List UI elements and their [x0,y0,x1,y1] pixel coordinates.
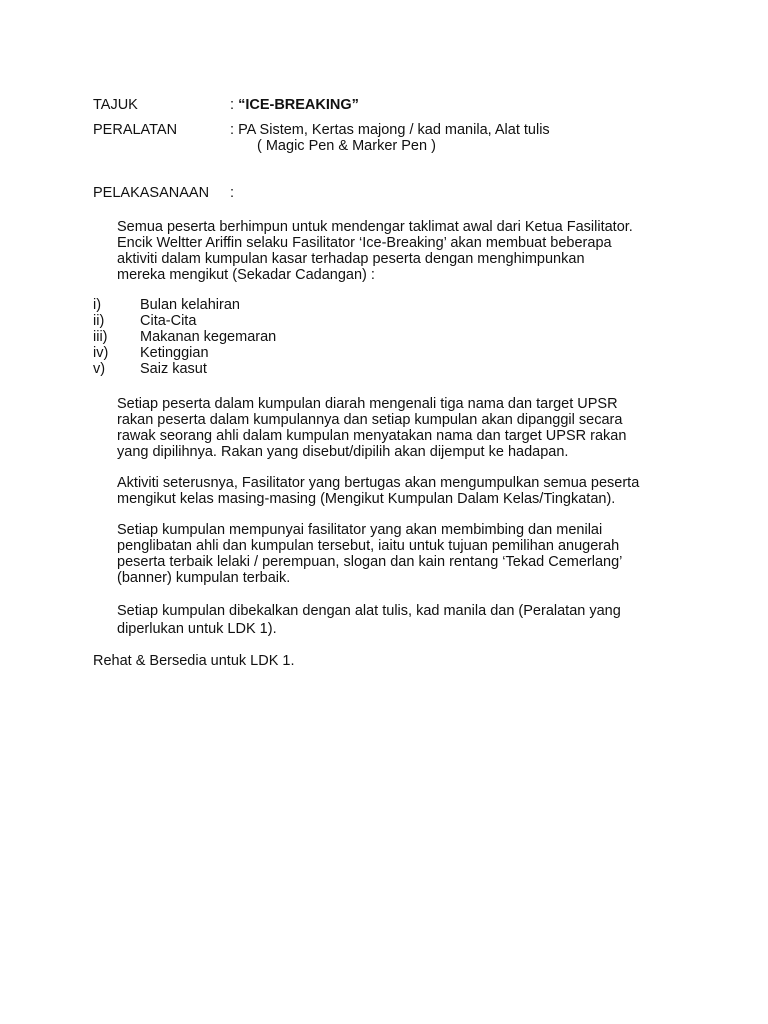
pelaksanaan-row [93,185,234,201]
paragraph-line: diperlukan untuk LDK 1). [117,621,277,637]
peralatan-value: PA Sistem, Kertas majong / kad manila, Alat tulis [238,122,550,138]
paragraph-4 [117,602,677,638]
paragraph-2 [117,475,677,507]
tajuk-value: “ICE-BREAKING” [238,97,359,113]
paragraph-line: (banner) kumpulan terbaik. [117,570,291,586]
paragraph-line: mengikut kelas masing-masing (Mengikut Kumpulan Dalam Kelas/Tingkatan). [117,491,616,507]
list-item-text: Ketinggian [140,345,209,361]
peralatan-label: PERALATAN [93,122,178,138]
list-item-text: Makanan kegemaran [140,329,277,345]
paragraph-line: Setiap peserta dalam kumpulan diarah mengenali tiga nama dan target UPSR [117,396,618,412]
peralatan-separator: : [230,122,235,138]
paragraph-1 [117,396,677,460]
paragraph-line: Aktiviti seterusnya, Fasilitator yang bertugas akan mengumpulkan semua peserta [117,475,640,491]
list-item [93,297,240,313]
paragraph-line: rakan peserta dalam kumpulannya dan setiap kumpulan akan dipanggil secara [117,412,623,428]
list-item [93,361,207,377]
tajuk-row [93,97,359,113]
list-item-text: Bulan kelahiran [140,297,240,313]
intro-line: Encik Weltter Ariffin selaku Fasilitator ‘Ice-Breaking’ akan membuat beberapa [117,235,612,251]
paragraph-line: peserta terbaik lelaki / perempuan, slogan dan kain rentang ‘Tekad Cemerlang’ [117,554,623,570]
paragraph-line: rawak seorang ahli dalam kumpulan menyatakan nama dan target UPSR rakan [117,428,627,444]
list-item [93,329,276,345]
paragraph-line: Setiap kumpulan mempunyai fasilitator yang akan membimbing dan menilai [117,522,603,538]
list-item-number: ii) [93,313,105,329]
closing-line: Rehat & Bersedia untuk LDK 1. [93,653,295,669]
tajuk-separator: : [230,97,235,113]
paragraph-line: Setiap kumpulan dibekalkan dengan alat tulis, kad manila dan (Peralatan yang [117,603,621,619]
peralatan-row [93,122,550,138]
intro-line: mereka mengikut (Sekadar Cadangan) : [117,267,375,283]
list-item [93,345,209,361]
intro-line: Semua peserta berhimpun untuk mendengar taklimat awal dari Ketua Fasilitator. [117,219,633,235]
list-item-number: iv) [93,345,109,361]
paragraph-line: penglibatan ahli dan kumpulan tersebut, iaitu untuk tujuan pemilihan anugerah [117,538,620,554]
list-item [93,313,196,329]
peralatan-value-line2: ( Magic Pen & Marker Pen ) [257,138,436,154]
tajuk-label: TAJUK [93,97,138,113]
list-item-text: Cita-Cita [140,313,197,329]
list-item-number: iii) [93,329,108,345]
intro-paragraph [117,219,677,283]
list-item-number: v) [93,361,106,377]
pelaksanaan-separator: : [230,185,235,201]
list-item-number: i) [93,297,102,313]
paragraph-line: yang dipilihnya. Rakan yang disebut/dipilih akan dijemput ke hadapan. [117,444,569,460]
intro-line: aktiviti dalam kumpulan kasar terhadap peserta dengan menghimpunkan [117,251,585,267]
pelaksanaan-label: PELAKASANAAN [93,185,210,201]
list-item-text: Saiz kasut [140,361,207,377]
paragraph-3 [117,522,677,586]
